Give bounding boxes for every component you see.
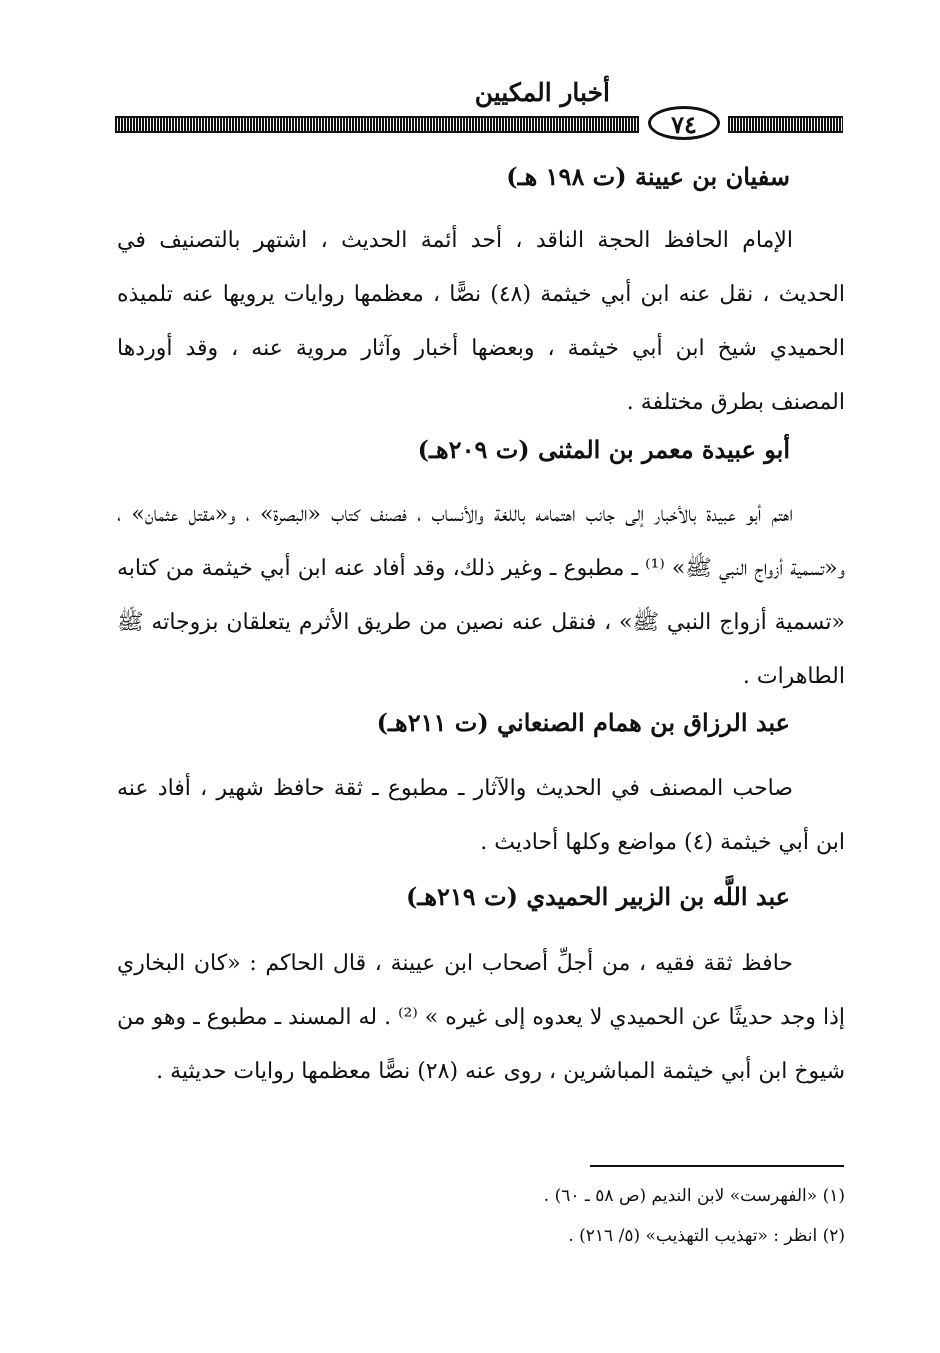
paragraph-text: اهتم أبو عبيدة بالأخبار إلى جانب اهتمامه باللغة والأنساب ، فصنف كتاب «البصرة» ، و«مقتل عثمان» ، و«تسمية أزواج النبي ﷺ» ⁽¹⁾ ـ مطبوع ـ وغير ذلك، وقد أفاد عنه ابن أبي خيثمة من كتابه «تسمية أزواج النبي ﷺ» ، فنقل عنه نصين من طريق الأثرم يتعلقان بزوجاته ﷺ الطاهرات . (117, 502, 845, 689)
header-ornament-right (728, 116, 843, 133)
section-heading-abd-al-razzaq: عبد الرزاق بن همام الصنعاني (ت ٢١١هـ) (376, 708, 790, 737)
section-paragraph-humaydi (117, 937, 845, 1099)
section-paragraph-abd-al-razzaq (117, 762, 845, 870)
section-paragraph-sufyan (117, 214, 845, 430)
section-paragraph-abu-ubayda (117, 488, 845, 704)
paragraph-text: الإمام الحافظ الحجة الناقد ، أحد أئمة الحديث ، اشتهر بالتصنيف في الحديث ، نقل عنه ابن أبي خيثمة (٤٨) نصًّا ، معظمها روايات يرويها عنه تلميذه الحميدي شيخ ابن أبي خيثمة ، وبعضها أخبار وآثار مروية عنه ، وقد أوردها المصنف بطرق مختلفة . (117, 228, 845, 415)
footnote-1: (١) «الفهرست» لابن النديم (ص ٥٨ ـ ٦٠) . (543, 1186, 845, 1206)
header-ornament-left (115, 116, 639, 133)
running-title: أخبار المكيين (474, 78, 610, 107)
paragraph-text: حافظ ثقة فقيه ، من أجلِّ أصحاب ابن عيينة ، قال الحاكم : «كان البخاري إذا وجد حديثًا عن الحميدي لا يعدوه إلى غيره » ⁽²⁾ . له المسند ـ مطبوع ـ وهو من شيوخ ابن أبي خيثمة المباشرين ، روى عنه (٢٨) نصًّا معظمها روايات حديثية . (117, 951, 845, 1084)
section-heading-abu-ubayda: أبو عبيدة معمر بن المثنى (ت ٢٠٩هـ) (417, 435, 790, 464)
page-number: ٧٤ (648, 106, 720, 140)
section-heading-humaydi: عبد اللَّه بن الزبير الحميدي (ت ٢١٩هـ) (405, 882, 790, 911)
section-heading-sufyan: سفيان بن عيينة (ت ١٩٨ هـ) (506, 162, 790, 191)
paragraph-text: صاحب المصنف في الحديث والآثار ـ مطبوع ـ ثقة حافظ شهير ، أفاد عنه ابن أبي خيثمة (٤) مواضع وكلها أحاديث . (117, 776, 845, 855)
footnote-separator (590, 1165, 844, 1167)
footnote-2: (٢) انظر : «تهذيب التهذيب» (٥/ ٢١٦) . (568, 1226, 845, 1246)
